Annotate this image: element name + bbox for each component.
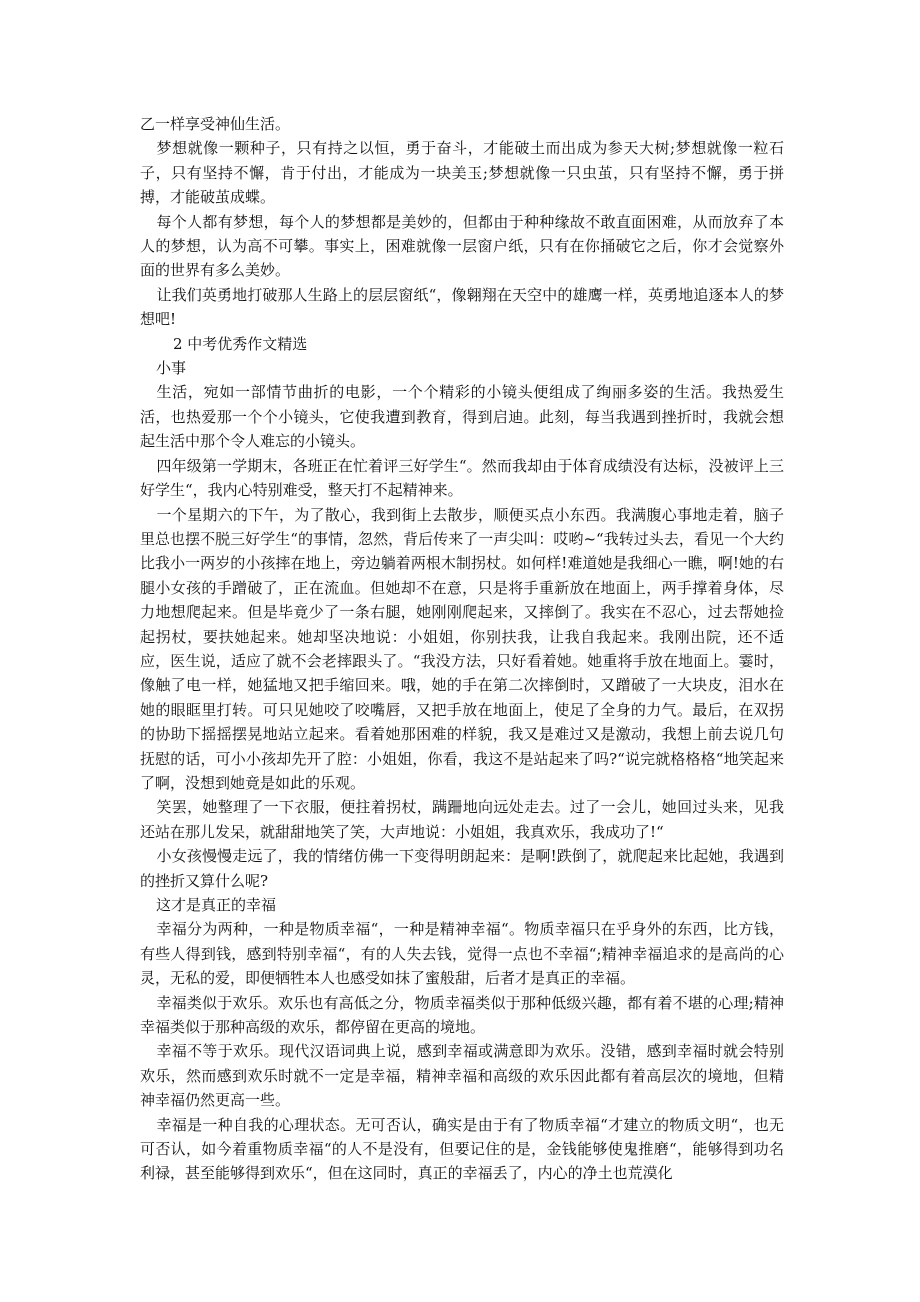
paragraph: 笑罢，她整理了一下衣服，便拄着拐杖，蹒跚地向远处走去。过了一会儿，她回过头来，见我还站在那儿发呆，就甜甜地笑了笑，大声地说：小姐姐，我真欢乐，我成功了!“ bbox=[140, 798, 784, 841]
paragraph: 一个星期六的下午，为了散心，我到街上去散步，顺便买点小东西。我满腹心事地走着，脑子里总也摆不脱三好学生“的事情，忽然，背后传来了一声尖叫：哎哟~“我转过头去，看见一个大约比我小一两岁的小孩摔在地上，旁边躺着两根木制拐杖。如何样!难道她是我细心一瞧，啊!她的右腿小女孩的手蹭破了，正在流血。但她却不在意，只是将手重新放在地面上，两手撑着身体，尽力地想爬起来。但是毕竟少了一条右腿，她刚刚爬起来，又摔倒了。我实在不忍心，过去帮她捡起拐杖，要扶她起来。她却坚决地说：小姐姐，你别扶我，让我自我起来。我刚出院，还不适应，医生说，适应了就不会老摔跟头了。“我没方法，只好看着她。她重将手放在地面上。霎时，像触了电一样，她猛地又把手缩回来。哦，她的手在第二次摔倒时，又蹭破了一大块皮，泪水在她的眼眶里打转。可只见她咬了咬嘴唇，又把手放在地面上，使足了全身的力气。最后，在双拐的协助下摇摇摆晃地站立起来。看着她那困难的样貌，我又是难过又是激动，我想上前去说几句抚慰的话，可小小孩却先开了腔：小姐姐，你看，我这不是站起来了吗?“说完就格格格“地笑起来了啊，没想到她竟是如此的乐观。 bbox=[140, 505, 784, 792]
paragraph: 梦想就像一颗种子，只有持之以恒，勇于奋斗，才能破土而出成为参天大树;梦想就像一粒石子，只有坚持不懈，肯于付出，才能成为一块美玉;梦想就像一只虫茧，只有坚持不懈，勇于拼搏，才能破茧成蝶。 bbox=[140, 139, 784, 207]
paragraph: 生活，宛如一部情节曲折的电影，一个个精彩的小镜头便组成了绚丽多姿的生活。我热爱生活，也热爱那一个个小镜头，它使我遭到教育，得到启迪。此刻，每当我遇到挫折时，我就会想起生活中那个令人难忘的小镜头。 bbox=[140, 383, 784, 451]
paragraph: 幸福是一种自我的心理状态。无可否认，确实是由于有了物质幸福“才建立的物质文明“，也无可否认，如今着重物质幸福“的人不是没有，但要记住的是，金钱能够使鬼推磨“，能够得到功名利禄，甚至能够得到欢乐“，但在这同时，真正的幸福丢了，内心的净土也荒漠化 bbox=[140, 1115, 784, 1183]
section-heading: 2 中考优秀作文精选 bbox=[173, 334, 308, 353]
paragraph: 四年级第一学期末，各班正在忙着评三好学生“。然而我却由于体育成绩没有达标，没被评上三好学生“，我内心特别难受，整天打不起精神来。 bbox=[140, 456, 784, 500]
paragraph: 幸福类似于欢乐。欢乐也有高低之分，物质幸福类似于那种低级兴趣，都有着不堪的心理;精神幸福类似于那种高级的欢乐，都停留在更高的境地。 bbox=[140, 993, 784, 1037]
paragraph: 小女孩慢慢走远了，我的情绪仿佛一下变得明朗起来：是啊!跌倒了，就爬起来比起她，我遇到的挫折又算什么呢? bbox=[140, 847, 784, 890]
paragraph: 让我们英勇地打破那人生路上的层层窗纸“，像翱翔在天空中的雄鹰一样，英勇地追逐本人的梦想吧! bbox=[140, 285, 784, 329]
paragraph: 每个人都有梦想，每个人的梦想都是美妙的，但都由于种种缘故不敢直面困难，从而放弃了本人的梦想，认为高不可攀。事实上，困难就像一层窗户纸，只有在你捅破它之后，你才会觉察外面的世界有多么美妙。 bbox=[140, 212, 784, 280]
paragraph: 乙一样享受神仙生活。 bbox=[140, 115, 291, 133]
document-page bbox=[140, 112, 784, 1186]
essay-title: 小事 bbox=[156, 359, 187, 378]
paragraph: 幸福不等于欢乐。现代汉语词典上说，感到幸福或满意即为欢乐。没错，感到幸福时就会特别欢乐，然而感到欢乐时就不一定是幸福，精神幸福和高级的欢乐因此都有着高层次的境地，但精神幸福仍然更高一些。 bbox=[140, 1042, 784, 1110]
paragraph: 幸福分为两种，一种是物质幸福“，一种是精神幸福“。物质幸福只在乎身外的东西，比方钱，有些人得到钱，感到特别幸福“，有的人失去钱，觉得一点也不幸福“;精神幸福追求的是高尚的心灵，无私的爱，即便牺牲本人也感受如抹了蜜般甜，后者才是真正的幸福。 bbox=[140, 920, 784, 988]
essay-title: 这才是真正的幸福 bbox=[156, 896, 277, 914]
